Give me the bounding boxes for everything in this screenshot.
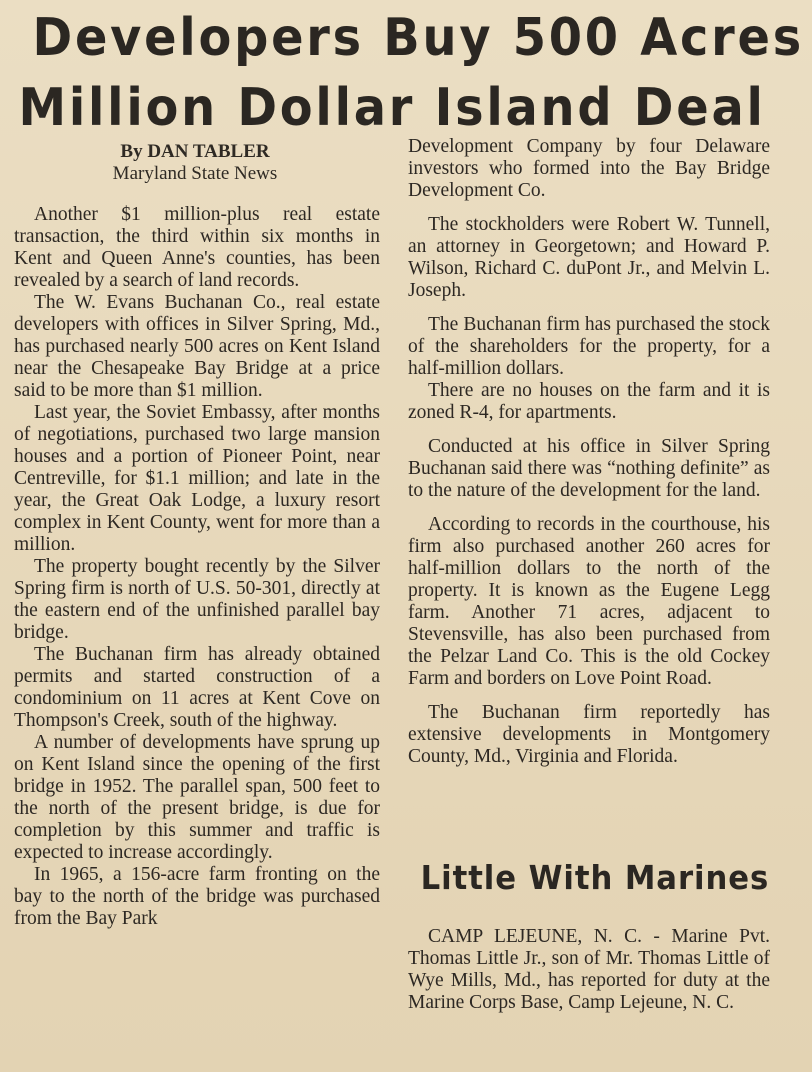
paragraph: Last year, the Soviet Embassy, after months of negotiations, purchased two large mansion houses and a portion of Pioneer Point, near Centreville, for $1.1 million; and late in the year, the Great Oak Lodge, a luxury resort complex in Kent County, went for more than a million. [14, 402, 380, 555]
paragraph: The property bought recently by the Silver Spring firm is north of U.S. 50-301, directly at the eastern end of the unfinished parallel bay bridge. [14, 556, 380, 643]
second-story-body: CAMP LEJEUNE, N. C. - Marine Pvt. Thomas Little Jr., son of Mr. Thomas Little of Wye Mills, Md., has reported for duty at the Marine Corps Base, Camp Lejeune, N. C. [408, 926, 770, 1013]
paragraph: The W. Evans Buchanan Co., real estate developers with offices in Silver Spring, Md., has purchased nearly 500 acres on Kent Island near the Chesapeake Bay Bridge at a price said to be more than $1 million. [14, 292, 380, 401]
paragraph: The Buchanan firm reportedly has extensive developments in Montgomery County, Md., Virginia and Florida. [408, 702, 770, 767]
paragraph: Conducted at his office in Silver Spring Buchanan said there was “nothing definite” as to the nature of the development for the land. [408, 436, 770, 501]
article-column-left [14, 204, 380, 930]
second-story-column [408, 926, 770, 1014]
paragraph: There are no houses on the farm and it is zoned R-4, for apartments. [408, 380, 770, 423]
paragraph: A number of developments have sprung up on Kent Island since the opening of the first bridge in 1952. The parallel span, 500 feet to the north of the present bridge, is due for completion by this summer and traffic is expected to increase accordingly. [14, 732, 380, 863]
second-story-headline: Little With Marines [420, 858, 770, 897]
article-column-right [408, 136, 770, 768]
paragraph: The Buchanan firm has already obtained permits and started construction of a condominium on 11 acres at Kent Cove on Thompson's Creek, south of the highway. [14, 644, 380, 731]
paragraph: The Buchanan firm has purchased the stock of the shareholders for the property, for a half-million dollars. [408, 314, 770, 379]
byline-author: By DAN TABLER [120, 141, 270, 162]
paragraph: The stockholders were Robert W. Tunnell, an attorney in Georgetown; and Howard P. Wilson, Richard C. duPont Jr., and Melvin L. Joseph. [408, 214, 770, 301]
byline-source: Maryland State News [112, 163, 278, 184]
headline-line-1: Developers Buy 500 Acres [32, 8, 804, 68]
paragraph: In 1965, a 156-acre farm fronting on the bay to the north of the bridge was purchased from the Bay Park [14, 864, 380, 929]
headline-line-2: Million Dollar Island Deal [18, 78, 766, 138]
paragraph: Another $1 million-plus real estate transaction, the third within six months in Kent and Queen Anne's counties, has been revealed by a search of land records. [14, 204, 380, 291]
paragraph: Development Company by four Delaware investors who formed into the Bay Bridge Development Co. [408, 136, 770, 201]
paragraph: According to records in the courthouse, his firm also purchased another 260 acres for half-million dollars to the north of the property. It is known as the Eugene Legg farm. Another 71 acres, adjacent to Stevensville, has also been purchased from the Pelzar Land Co. This is the old Cockey Farm and borders on Love Point Road. [408, 514, 770, 689]
